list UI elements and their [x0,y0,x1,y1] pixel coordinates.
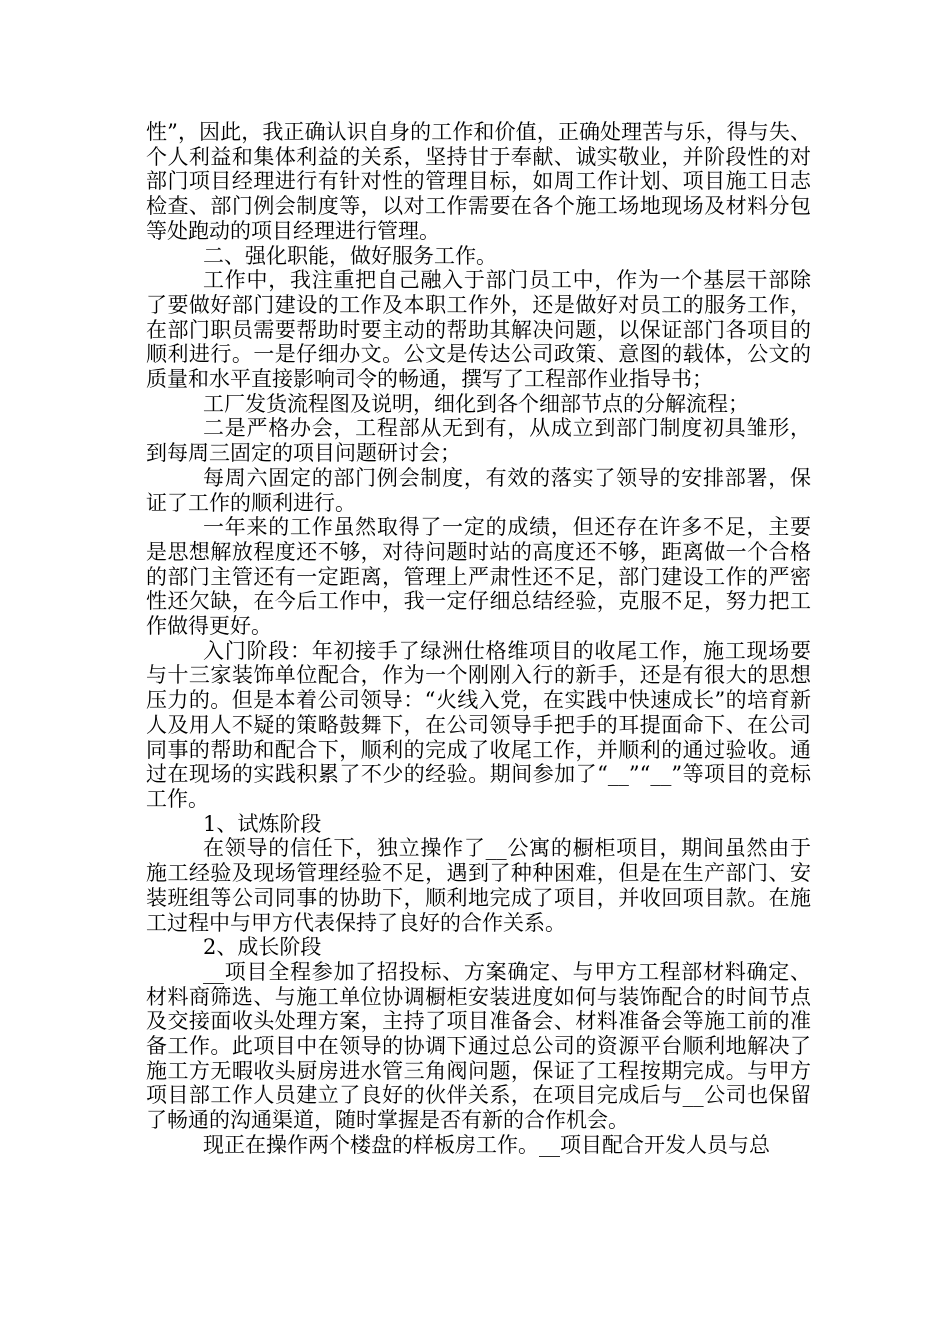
paragraph-growth-stage: __项目全程参加了招投标、方案确定、与甲方工程部材料确定、材料商筛选、与施工单位协调橱柜安装进度如何与装饰配合的时间节点及交接面收头处理方案，主持了项目准备会、材料准备会等施工前的准备工作。此项目中在领导的协调下通过总公司的资源平台顺利地解决了施工方无暇收头厨房进水管三角阀问题，保证了工程按期完成。与甲方项目部工作人员建立了良好的伙伴关系，在项目完成后与__公司也保留了畅通的沟通渠道，随时掌握是否有新的合作机会。 [146,959,811,1133]
paragraph-service-work: 工作中，我注重把自己融入于部门员工中，作为一个基层干部除了要做好部门建设的工作及本职工作外，还是做好对员工的服务工作，在部门职员需要帮助时要主动的帮助其解决问题，以保证部门各项目的顺利进行。一是仔细办文。公文是传达公司政策、意图的载体，公文的质量和水平直接影响司令的畅通，撰写了工程部作业指导书； [146,268,811,392]
paragraph-shortcomings: 一年来的工作虽然取得了一定的成绩，但还存在许多不足，主要是思想解放程度还不够，对待问题时站的高度还不够，距离做一个合格的部门主管还有一定距离，管理上严肃性还不足，部门建设工作的严密性还欠缺，在今后工作中，我一定仔细总结经验，克服不足，努力把工作做得更好。 [146,515,811,639]
paragraph-continuation: 性”，因此，我正确认识自身的工作和价值，正确处理苦与乐，得与失、个人利益和集体利益的关系，坚持甘于奉献、诚实敬业，并阶段性的对部门项目经理进行有针对性的管理目标，如周工作计划、项目施工日志检查、部门例会制度等，以对工作需要在各个施工场地现场及材料分包等处跑动的项目经理进行管理。 [146,120,811,243]
section-heading-service: 二、强化职能，做好服务工作。 [203,243,497,268]
section-heading-growth-stage: 2、成长阶段 [203,935,322,960]
paragraph-weekly-meeting: 每周六固定的部门例会制度，有效的落实了领导的安排部署，保证了工作的顺利进行。 [146,465,811,515]
paragraph-trial-stage: 在领导的信任下，独立操作了__公寓的橱柜项目，期间虽然由于施工经验及现场管理经验不足，遇到了种种困难，但是在生产部门、安装班组等公司同事的协助下，顺利地完成了项目，并收回项目款。在施工过程中与甲方代表保持了良好的合作关系。 [146,836,811,935]
paragraph-shipping-flow: 工厂发货流程图及说明，细化到各个细部节点的分解流程； [203,391,749,416]
document-body [146,120,811,1158]
paragraph-current-work: 现正在操作两个楼盘的样板房工作。__项目配合开发人员与总 [203,1132,770,1157]
paragraph-entry-stage: 入门阶段：年初接手了绿洲仕格维项目的收尾工作，施工现场要与十三家装饰单位配合，作为一个刚刚入行的新手，还是有很大的思想压力的。但是本着公司领导：“火线入党，在实践中快速成长”的培育新人及用人不疑的策略鼓舞下，在公司领导手把手的耳提面命下、在公司同事的帮助和配合下，顺利的完成了收尾工作，并顺利的通过验收。通过在现场的实践积累了不少的经验。期间参加了“__”“__”等项目的竞标工作。 [146,638,811,811]
section-heading-trial-stage: 1、试炼阶段 [203,811,322,836]
paragraph-strict-meetings: 二是严格办会，工程部从无到有，从成立到部门制度初具雏形，到每周三固定的项目问题研讨会； [146,416,811,466]
